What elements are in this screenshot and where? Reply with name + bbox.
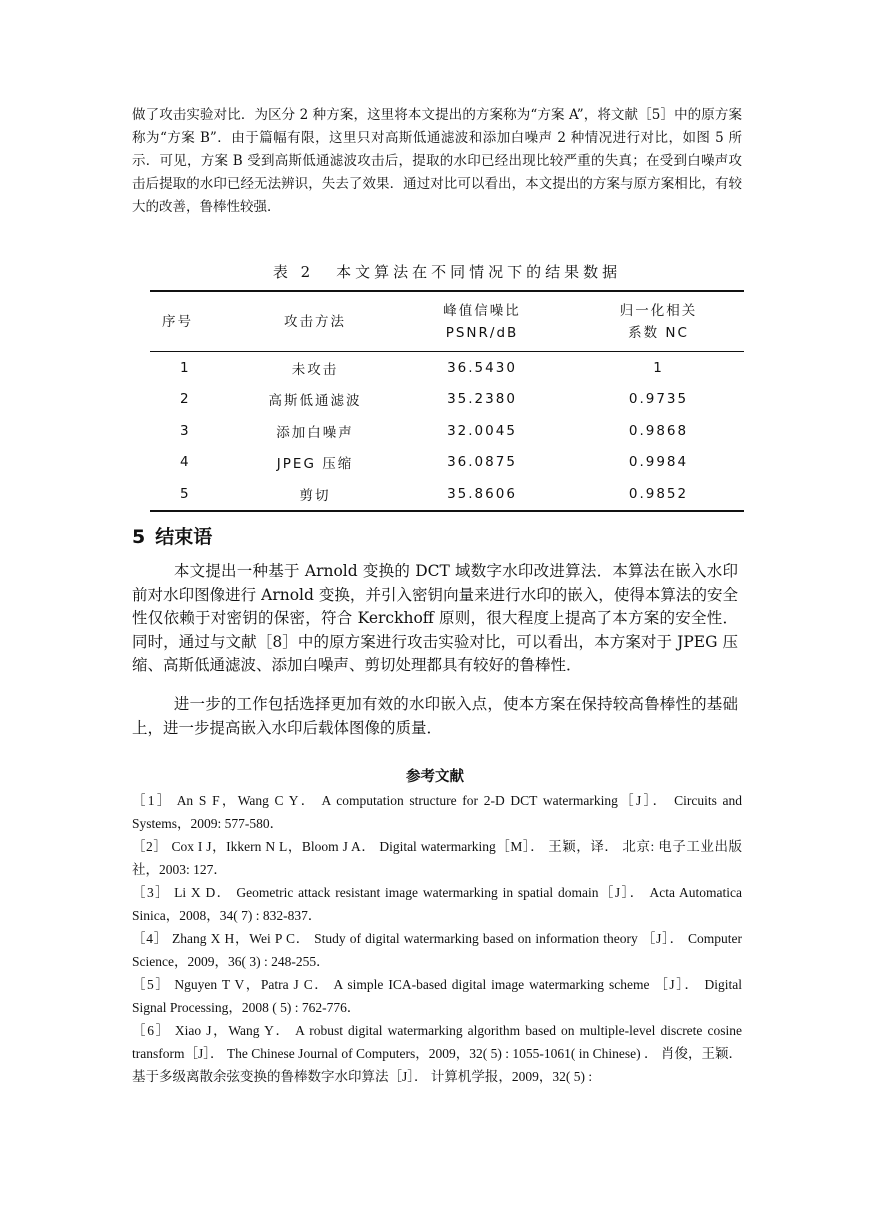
table-row [150,352,744,384]
header-nc-line1: 归一化相关 [619,302,698,319]
table-row [150,384,744,416]
reference-item [132,973,742,1019]
reference-number: ［4］ [132,931,169,946]
cell-method: 添加白噪声 [276,424,354,441]
cell-no: 2 [180,391,191,408]
conclusion-paragraph-1: 本文提出一种基于 Arnold 变换的 DCT 域数字水印改进算法．本算法在嵌入水印前对水印图像进行 Arnold 变换，并引入密钥向量来进行水印的嵌入，使得本算法的安全性仅依赖于对密钥的保密，符合 Kerckhoff 原则，很大程度上提高了本方案的安全性．同时，通过与文献［8］中的原方案进行攻击实验对比，可以看出，本方案对于 JPEG 压缩、高斯低通滤波、添加白噪声、剪切处理都具有较好的鲁棒性． [132,562,738,675]
cell-nc: 1 [653,359,664,376]
reference-text: An S F，Wang C Y． A computation structure for 2-D DCT watermarking［J］． Circuits and Systems，2009: 577-580． [132,793,742,831]
cell-no: 1 [180,359,191,376]
reference-number: ［6］ [132,1023,171,1038]
header-psnr-line2: PSNR/dB [445,324,519,341]
results-table [150,290,744,512]
header-psnr-line1: 峰值信噪比 [443,302,521,319]
reference-list [132,789,742,1088]
header-nc-line2: 系数 NC [628,324,689,341]
reference-text: Xiao J，Wang Y． A robust digital watermarking algorithm based on multiple-level discrete cosine transform［J］． The Chinese Journal of Computers，2009，32( 5) : 1055-1061( in Chinese) ． 肖俊，王颖． 基于多级离散余弦变换的鲁棒数字水印算法［J］． 计算机学报，2009，32( 5) : [132,1023,742,1084]
table-row [150,447,744,479]
header-no: 序号 [162,313,193,330]
section-heading [132,522,212,549]
reference-item [132,835,742,881]
reference-text: Zhang X H，Wei P C． Study of digital watermarking based on information theory ［J］． Computer Science，2009，36( 3) : 248-255． [132,931,742,969]
conclusion-paragraph-2: 进一步的工作包括选择更加有效的水印嵌入点，使本方案在保持较高鲁棒性的基础上，进一步提高嵌入水印后载体图像的质量． [132,695,738,737]
cell-psnr: 35.2380 [447,391,517,408]
cell-nc: 0.9852 [628,485,689,502]
section-number: 5 [132,526,146,548]
cell-no: 3 [180,422,191,439]
header-psnr [391,291,573,352]
reference-item [132,927,742,973]
reference-item [132,881,742,927]
cell-method: 未攻击 [291,361,339,378]
table-caption [150,261,744,282]
cell-nc: 0.9868 [628,422,689,439]
header-nc [573,291,744,352]
references-title: 参考文献 [406,768,464,785]
cell-no: 5 [180,485,191,502]
cell-no: 4 [180,454,191,471]
table-row [150,415,744,447]
header-method: 攻击方法 [284,313,346,330]
cell-method: 高斯低通滤波 [268,393,362,410]
table-caption-text: 本文算法在不同情况下的结果数据 [336,263,622,281]
cell-method: JPEG 压缩 [276,456,354,473]
cell-psnr: 36.5430 [447,359,517,376]
intro-paragraph: 做了攻击实验对比．为区分 2 种方案，这里将本文提出的方案称为“方案 A”，将文献［5］中的原方案称为“方案 B”．由于篇幅有限，这里只对高斯低通滤波和添加白噪声 2 种情况进行对比，如图 5 所示．可见，方案 B 受到高斯低通滤波攻击后，提取的水印已经出现比较严重的失真；在受到白噪声攻击后提取的水印已经无法辨识，失去了效果．通过对比可以看出，本文提出的方案与原方案相比，有较大的改善，鲁棒性较强． [132,107,742,215]
table-header-row [150,291,744,352]
reference-number: ［3］ [132,885,171,900]
cell-psnr: 32.0045 [447,422,517,439]
cell-nc: 0.9984 [628,454,689,471]
cell-nc: 0.9735 [628,391,689,408]
table-caption-number: 表 2 [272,263,315,281]
cell-psnr: 35.8606 [447,485,517,502]
section-title: 结束语 [155,526,213,548]
table-row [150,478,744,511]
reference-number: ［2］ [132,839,168,854]
reference-number: ［1］ [132,793,173,808]
reference-text: Cox I J，Ikkern N L，Bloom J A． Digital watermarking［M］． 王颖，译． 北京: 电子工业出版社，2003: 127． [132,839,743,877]
cell-method: 剪切 [299,487,331,504]
reference-number: ［5］ [132,977,171,992]
reference-text: Li X D． Geometric attack resistant image watermarking in spatial domain［J］． Acta Automatica Sinica，2008，34( 7) : 832-837． [132,885,743,923]
reference-item [132,789,742,835]
reference-text: Nguyen T V，Patra J C． A simple ICA-based digital image watermarking scheme ［J］． Digital Signal Processing，2008 ( 5) : 762-776． [132,977,743,1015]
cell-psnr: 36.0875 [447,454,517,471]
reference-item [132,1019,742,1088]
